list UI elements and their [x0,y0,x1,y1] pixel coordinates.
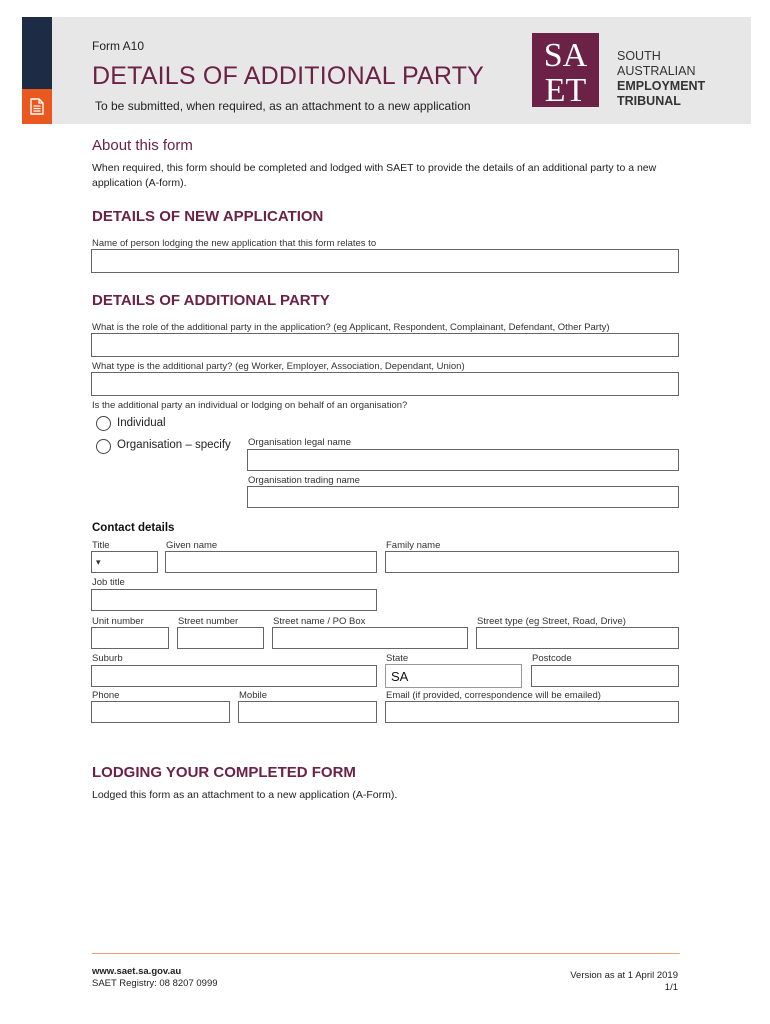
lodger-name-input[interactable] [91,249,679,273]
job-title-input[interactable] [91,589,377,611]
page-title: DETAILS OF ADDITIONAL PARTY [92,62,485,90]
new-application-heading: DETAILS OF NEW APPLICATION [92,208,324,225]
org-legal-label: Organisation legal name [248,437,351,448]
street-type-label: Street type (eg Street, Road, Drive) [477,616,626,627]
footer-left [92,966,218,990]
street-number-input[interactable] [177,627,264,649]
svg-text:SA: SA [543,37,588,74]
individual-radio[interactable] [96,416,111,431]
footer-right [570,970,678,994]
footer-version: Version as at 1 April 2019 [570,970,678,981]
footer-divider [92,953,680,954]
title-select[interactable] [91,551,158,573]
type-input[interactable] [91,372,679,396]
role-input[interactable] [91,333,679,357]
document-icon-button[interactable] [22,89,52,124]
unit-number-label: Unit number [92,616,144,627]
about-heading: About this form [92,137,193,154]
org-trading-label: Organisation trading name [248,475,360,486]
phone-input[interactable] [91,701,230,723]
street-number-label: Street number [178,616,239,627]
logo-line-4: TRIBUNAL [617,94,681,108]
org-trading-name-input[interactable] [247,486,679,508]
role-label: What is the role of the additional party in the application? (eg Applicant, Respondent, Complainant, Defendant, Other Party) [92,322,610,333]
family-name-input[interactable] [385,551,679,573]
saet-monogram-icon [532,33,599,107]
individual-question: Is the additional party an individual or lodging on behalf of an organisation? [92,400,408,411]
given-name-label: Given name [166,540,218,551]
job-title-label: Job title [92,577,125,588]
footer-page-number: 1/1 [664,982,678,993]
title-label: Title [92,540,110,551]
postcode-label: Postcode [532,653,572,664]
about-body: When required, this form should be completed and lodged with SAET to provide the details of an additional party to a new application (A-form). [92,162,657,189]
form-number: Form A10 [92,39,145,53]
email-label: Email (if provided, correspondence will be emailed) [386,690,601,701]
lodging-body: Lodged this form as an attachment to a new application (A-Form). [92,789,398,801]
saet-logo-wordmark [617,49,705,109]
street-name-label: Street name / PO Box [273,616,366,627]
mobile-input[interactable] [238,701,377,723]
street-name-input[interactable] [272,627,468,649]
state-label: State [386,653,409,664]
postcode-input[interactable] [531,665,679,687]
suburb-label: Suburb [92,653,123,664]
additional-party-heading: DETAILS OF ADDITIONAL PARTY [92,292,330,309]
footer-registry: SAET Registry: 08 8207 0999 [92,978,218,989]
dropdown-arrow-icon: ▾ [96,557,101,567]
organisation-radio[interactable] [96,439,111,454]
saet-logo-mark [532,33,599,107]
org-legal-name-input[interactable] [247,449,679,471]
state-select[interactable]: SA [385,664,522,688]
given-name-input[interactable] [165,551,377,573]
family-name-label: Family name [386,540,441,551]
footer-website-link[interactable]: www.saet.sa.gov.au [92,966,182,977]
street-type-input[interactable] [476,627,679,649]
svg-text:ET: ET [544,72,587,107]
document-icon [30,98,44,115]
logo-line-3: EMPLOYMENT [617,79,706,93]
unit-number-input[interactable] [91,627,169,649]
page-subtitle: To be submitted, when required, as an attachment to a new application [95,99,471,113]
phone-label: Phone [92,690,120,701]
contact-heading: Contact details [92,522,175,534]
logo-line-1: SOUTH [617,49,661,63]
lodging-heading: LODGING YOUR COMPLETED FORM [92,764,356,781]
organisation-radio-label: Organisation – specify [117,439,231,451]
logo-line-2: AUSTRALIAN [617,64,696,78]
lodger-label: Name of person lodging the new application that this form relates to [92,238,377,249]
email-input[interactable] [385,701,679,723]
type-label: What type is the additional party? (eg Worker, Employer, Association, Dependant, Union) [92,361,465,372]
individual-radio-label: Individual [117,417,166,429]
suburb-input[interactable] [91,665,377,687]
mobile-label: Mobile [239,690,267,701]
